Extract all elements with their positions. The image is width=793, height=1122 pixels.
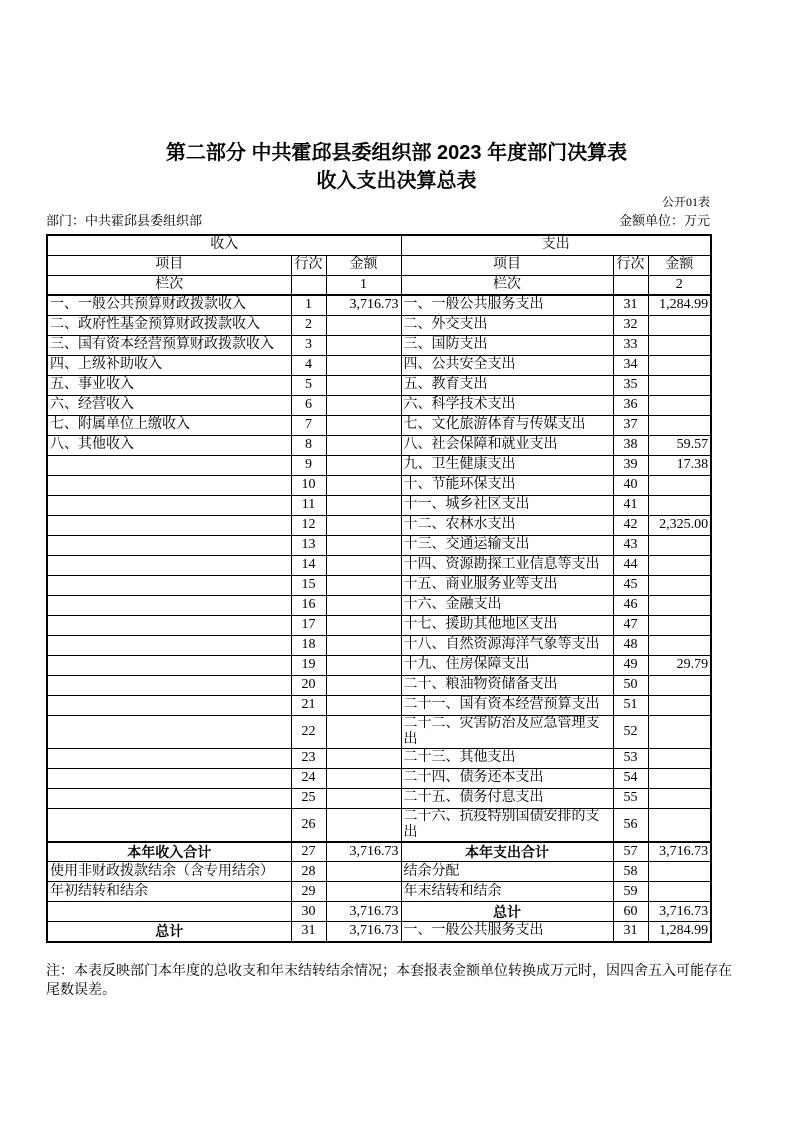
income-amount-cell [326, 395, 401, 415]
expense-line-cell: 38 [613, 435, 648, 455]
income-line-cell: 9 [291, 455, 326, 475]
expense-amount-cell [648, 695, 711, 715]
income-amount-cell: 3,716.73 [326, 902, 401, 922]
income-amount-cell [326, 595, 401, 615]
table-row [47, 655, 711, 675]
income-item-cell: 使用非财政拨款结余（含专用结余） [47, 862, 291, 882]
table-row [47, 355, 711, 375]
expense-section-header: 支出 [401, 235, 711, 255]
expense-amount-cell [648, 475, 711, 495]
expense-line-cell: 53 [613, 748, 648, 768]
expense-amount-cell: 29.79 [648, 655, 711, 675]
expense-line-cell: 51 [613, 695, 648, 715]
income-line-cell: 25 [291, 788, 326, 808]
expense-amount-cell [648, 575, 711, 595]
table-row [47, 768, 711, 788]
expense-item-cell: 二、外交支出 [401, 315, 613, 335]
expense-item-cell: 九、卫生健康支出 [401, 455, 613, 475]
expense-item-cell: 二十一、国有资本经营预算支出 [401, 695, 613, 715]
expense-amount-cell [648, 615, 711, 635]
income-amount-cell [326, 715, 401, 748]
income-item-cell: 总计 [47, 922, 291, 942]
table-row [47, 535, 711, 555]
income-item-cell: 七、附属单位上缴收入 [47, 415, 291, 435]
expense-amount-cell: 1,284.99 [648, 295, 711, 315]
income-item-cell: 一、一般公共预算财政拨款收入 [47, 295, 291, 315]
income-item-cell: 本年收入合计 [47, 842, 291, 862]
column-header-row [47, 255, 711, 275]
expense-item-cell: 二十、粮油物资储备支出 [401, 675, 613, 695]
expense-item-cell: 十七、援助其他地区支出 [401, 615, 613, 635]
income-line-cell: 22 [291, 715, 326, 748]
income-section-header: 收入 [47, 235, 401, 255]
income-line-cell: 23 [291, 748, 326, 768]
expense-amount-cell [648, 555, 711, 575]
income-item-cell: 二、政府性基金预算财政拨款收入 [47, 315, 291, 335]
income-item-cell [47, 615, 291, 635]
income-line-cell: 28 [291, 862, 326, 882]
income-item-cell: 三、国有资本经营预算财政拨款收入 [47, 335, 291, 355]
income-amount-cell [326, 615, 401, 635]
expense-item-cell: 四、公共安全支出 [401, 355, 613, 375]
expense-item-cell: 二十五、债务付息支出 [401, 788, 613, 808]
expense-amount-cell: 1,284.99 [648, 922, 711, 942]
expense-line-cell: 58 [613, 862, 648, 882]
income-amount-cell [326, 808, 401, 842]
income-line-cell: 16 [291, 595, 326, 615]
income-line-cell: 8 [291, 435, 326, 455]
income-line-cell: 24 [291, 768, 326, 788]
expense-item-cell: 十一、城乡社区支出 [401, 495, 613, 515]
expense-amount-cell [648, 355, 711, 375]
table-row [47, 335, 711, 355]
expense-amount-cell: 59.57 [648, 435, 711, 455]
table-row [47, 295, 711, 315]
expense-lanci-empty-cell [613, 275, 648, 295]
income-amount-cell [326, 655, 401, 675]
expense-amount-cell: 3,716.73 [648, 842, 711, 862]
income-col-number: 1 [326, 275, 401, 295]
income-amount-cell [326, 515, 401, 535]
table-row [47, 315, 711, 335]
income-line-header: 行次 [291, 255, 326, 275]
expense-line-cell: 43 [613, 535, 648, 555]
income-item-cell: 年初结转和结余 [47, 882, 291, 902]
income-item-cell [47, 695, 291, 715]
expense-line-cell: 57 [613, 842, 648, 862]
income-item-cell: 四、上级补助收入 [47, 355, 291, 375]
expense-item-cell: 结余分配 [401, 862, 613, 882]
expense-col-number: 2 [648, 275, 711, 295]
income-item-header: 项目 [47, 255, 291, 275]
income-item-cell [47, 555, 291, 575]
income-item-cell: 八、其他收入 [47, 435, 291, 455]
expense-line-cell: 48 [613, 635, 648, 655]
expense-amount-cell [648, 495, 711, 515]
expense-item-cell: 二十六、抗疫特别国债安排的支出 [401, 808, 613, 842]
expense-amount-cell [648, 808, 711, 842]
table-row [47, 675, 711, 695]
income-line-cell: 12 [291, 515, 326, 535]
income-amount-cell [326, 455, 401, 475]
expense-item-cell: 一、一般公共服务支出 [401, 922, 613, 942]
expense-line-cell: 49 [613, 655, 648, 675]
income-amount-cell [326, 355, 401, 375]
expense-line-cell: 41 [613, 495, 648, 515]
expense-amount-cell [648, 395, 711, 415]
income-line-cell: 2 [291, 315, 326, 335]
income-item-cell [47, 808, 291, 842]
expense-line-cell: 46 [613, 595, 648, 615]
expense-line-cell: 47 [613, 615, 648, 635]
income-amount-cell: 3,716.73 [326, 922, 401, 942]
expense-amount-cell [648, 675, 711, 695]
income-amount-cell [326, 335, 401, 355]
expense-line-cell: 35 [613, 375, 648, 395]
table-row [47, 495, 711, 515]
income-amount-cell [326, 435, 401, 455]
expense-line-cell: 39 [613, 455, 648, 475]
table-row [47, 788, 711, 808]
expense-item-cell: 总计 [401, 902, 613, 922]
income-line-cell: 17 [291, 615, 326, 635]
expense-item-cell: 十八、自然资源海洋气象等支出 [401, 635, 613, 655]
income-line-cell: 11 [291, 495, 326, 515]
expense-line-cell: 31 [613, 922, 648, 942]
income-amount-header: 金额 [326, 255, 401, 275]
table-row [47, 415, 711, 435]
document-title: 第二部分 中共霍邱县委组织部 2023 年度部门决算表 [165, 142, 628, 164]
income-line-cell: 14 [291, 555, 326, 575]
table-row [47, 808, 711, 842]
expense-amount-cell [648, 635, 711, 655]
income-line-cell: 19 [291, 655, 326, 675]
table-row [47, 515, 711, 535]
income-line-cell: 15 [291, 575, 326, 595]
income-amount-cell [326, 495, 401, 515]
expense-item-header: 项目 [401, 255, 613, 275]
table-code-label: 公开01表 [661, 195, 710, 209]
table-row [47, 882, 711, 902]
income-amount-cell [326, 575, 401, 595]
income-item-cell [47, 475, 291, 495]
income-line-cell: 13 [291, 535, 326, 555]
expense-item-cell: 二十四、债务还本支出 [401, 768, 613, 788]
expense-item-cell: 十三、交通运输支出 [401, 535, 613, 555]
expense-amount-cell [648, 595, 711, 615]
income-amount-cell [326, 862, 401, 882]
table-row [47, 435, 711, 455]
expense-item-cell: 本年支出合计 [401, 842, 613, 862]
expense-line-cell: 34 [613, 355, 648, 375]
expense-amount-cell: 17.38 [648, 455, 711, 475]
income-amount-cell [326, 555, 401, 575]
income-amount-cell [326, 768, 401, 788]
income-amount-cell [326, 748, 401, 768]
income-item-cell [47, 788, 291, 808]
income-amount-cell [326, 475, 401, 495]
expense-item-cell: 十九、住房保障支出 [401, 655, 613, 675]
table-row [47, 575, 711, 595]
expense-line-cell: 36 [613, 395, 648, 415]
table-body [47, 235, 711, 942]
expense-lanci-cell: 栏次 [401, 275, 613, 295]
income-amount-cell [326, 375, 401, 395]
expense-amount-cell [648, 882, 711, 902]
income-item-cell [47, 748, 291, 768]
expense-line-cell: 37 [613, 415, 648, 435]
budget-table [46, 234, 712, 943]
expense-item-cell: 二十三、其他支出 [401, 748, 613, 768]
expense-line-cell: 56 [613, 808, 648, 842]
income-line-cell: 20 [291, 675, 326, 695]
expense-line-cell: 42 [613, 515, 648, 535]
table-row [47, 748, 711, 768]
income-amount-cell [326, 635, 401, 655]
column-index-row [47, 275, 711, 295]
expense-item-cell: 五、教育支出 [401, 375, 613, 395]
expense-amount-cell [648, 335, 711, 355]
table-row [47, 902, 711, 922]
section-header-row [47, 235, 711, 255]
document-subtitle: 收入支出决算总表 [316, 170, 477, 192]
table-row [47, 395, 711, 415]
income-amount-cell: 3,716.73 [326, 295, 401, 315]
expense-line-cell: 59 [613, 882, 648, 902]
income-item-cell [47, 455, 291, 475]
income-lanci-empty-cell [291, 275, 326, 295]
table-row [47, 842, 711, 862]
unit-label: 金额单位：万元 [618, 213, 710, 228]
income-line-cell: 30 [291, 902, 326, 922]
expense-item-cell: 十、节能环保支出 [401, 475, 613, 495]
meta-row [46, 212, 710, 229]
income-item-cell [47, 535, 291, 555]
expense-amount-cell [648, 375, 711, 395]
expense-item-cell: 十四、资源勘探工业信息等支出 [401, 555, 613, 575]
income-item-cell: 五、事业收入 [47, 375, 291, 395]
table-row [47, 695, 711, 715]
expense-item-cell: 一、一般公共服务支出 [401, 295, 613, 315]
income-item-cell [47, 675, 291, 695]
income-line-cell: 6 [291, 395, 326, 415]
expense-item-cell: 二十二、灾害防治及应急管理支出 [401, 715, 613, 748]
income-line-cell: 26 [291, 808, 326, 842]
table-row [47, 615, 711, 635]
income-line-cell: 18 [291, 635, 326, 655]
expense-line-cell: 45 [613, 575, 648, 595]
expense-item-cell: 十六、金融支出 [401, 595, 613, 615]
income-line-cell: 7 [291, 415, 326, 435]
income-amount-cell: 3,716.73 [326, 842, 401, 862]
income-amount-cell [326, 695, 401, 715]
expense-line-cell: 55 [613, 788, 648, 808]
expense-amount-cell [648, 788, 711, 808]
expense-item-cell: 七、文化旅游体育与传媒支出 [401, 415, 613, 435]
expense-line-cell: 50 [613, 675, 648, 695]
expense-line-cell: 60 [613, 902, 648, 922]
income-amount-cell [326, 882, 401, 902]
expense-item-cell: 八、社会保障和就业支出 [401, 435, 613, 455]
income-amount-cell [326, 415, 401, 435]
expense-line-cell: 33 [613, 335, 648, 355]
expense-item-cell: 三、国防支出 [401, 335, 613, 355]
expense-item-cell: 十五、商业服务业等支出 [401, 575, 613, 595]
income-line-cell: 1 [291, 295, 326, 315]
income-line-cell: 4 [291, 355, 326, 375]
expense-amount-cell: 2,325.00 [648, 515, 711, 535]
income-item-cell [47, 655, 291, 675]
expense-amount-cell [648, 415, 711, 435]
expense-line-cell: 31 [613, 295, 648, 315]
expense-amount-cell [648, 535, 711, 555]
expense-amount-header: 金额 [648, 255, 711, 275]
income-line-cell: 21 [291, 695, 326, 715]
income-item-cell [47, 575, 291, 595]
expense-item-cell: 十二、农林水支出 [401, 515, 613, 535]
income-line-cell: 10 [291, 475, 326, 495]
income-line-cell: 29 [291, 882, 326, 902]
income-line-cell: 3 [291, 335, 326, 355]
income-amount-cell [326, 675, 401, 695]
income-line-cell: 5 [291, 375, 326, 395]
income-item-cell [47, 902, 291, 922]
table-row [47, 555, 711, 575]
expense-item-cell: 年末结转和结余 [401, 882, 613, 902]
income-item-cell [47, 595, 291, 615]
expense-amount-cell [648, 748, 711, 768]
income-line-cell: 27 [291, 842, 326, 862]
expense-item-cell: 六、科学技术支出 [401, 395, 613, 415]
table-row [47, 595, 711, 615]
income-amount-cell [326, 315, 401, 335]
expense-amount-cell [648, 315, 711, 335]
expense-amount-cell [648, 715, 711, 748]
table-row [47, 455, 711, 475]
income-item-cell [47, 515, 291, 535]
expense-line-cell: 52 [613, 715, 648, 748]
income-item-cell [47, 715, 291, 748]
table-row [47, 635, 711, 655]
expense-line-cell: 40 [613, 475, 648, 495]
expense-line-cell: 44 [613, 555, 648, 575]
expense-amount-cell [648, 862, 711, 882]
table-row [47, 862, 711, 882]
income-line-cell: 31 [291, 922, 326, 942]
expense-amount-cell: 3,716.73 [648, 902, 711, 922]
income-item-cell: 六、经营收入 [47, 395, 291, 415]
table-row [47, 475, 711, 495]
table-row [47, 922, 711, 942]
expense-amount-cell [648, 768, 711, 788]
income-item-cell [47, 768, 291, 788]
expense-line-cell: 54 [613, 768, 648, 788]
income-item-cell [47, 495, 291, 515]
department-label: 部门：中共霍邱县委组织部 [46, 213, 203, 228]
income-amount-cell [326, 788, 401, 808]
expense-line-cell: 32 [613, 315, 648, 335]
table-row [47, 375, 711, 395]
income-lanci-cell: 栏次 [47, 275, 291, 295]
table-row [47, 715, 711, 748]
expense-line-header: 行次 [613, 255, 648, 275]
footnote: 注：本表反映部门本年度的总收支和年末结转结余情况；本套报表金额单位转换成万元时，因四舍五入可能存在尾数误差。 [46, 964, 732, 998]
income-amount-cell [326, 535, 401, 555]
income-item-cell [47, 635, 291, 655]
